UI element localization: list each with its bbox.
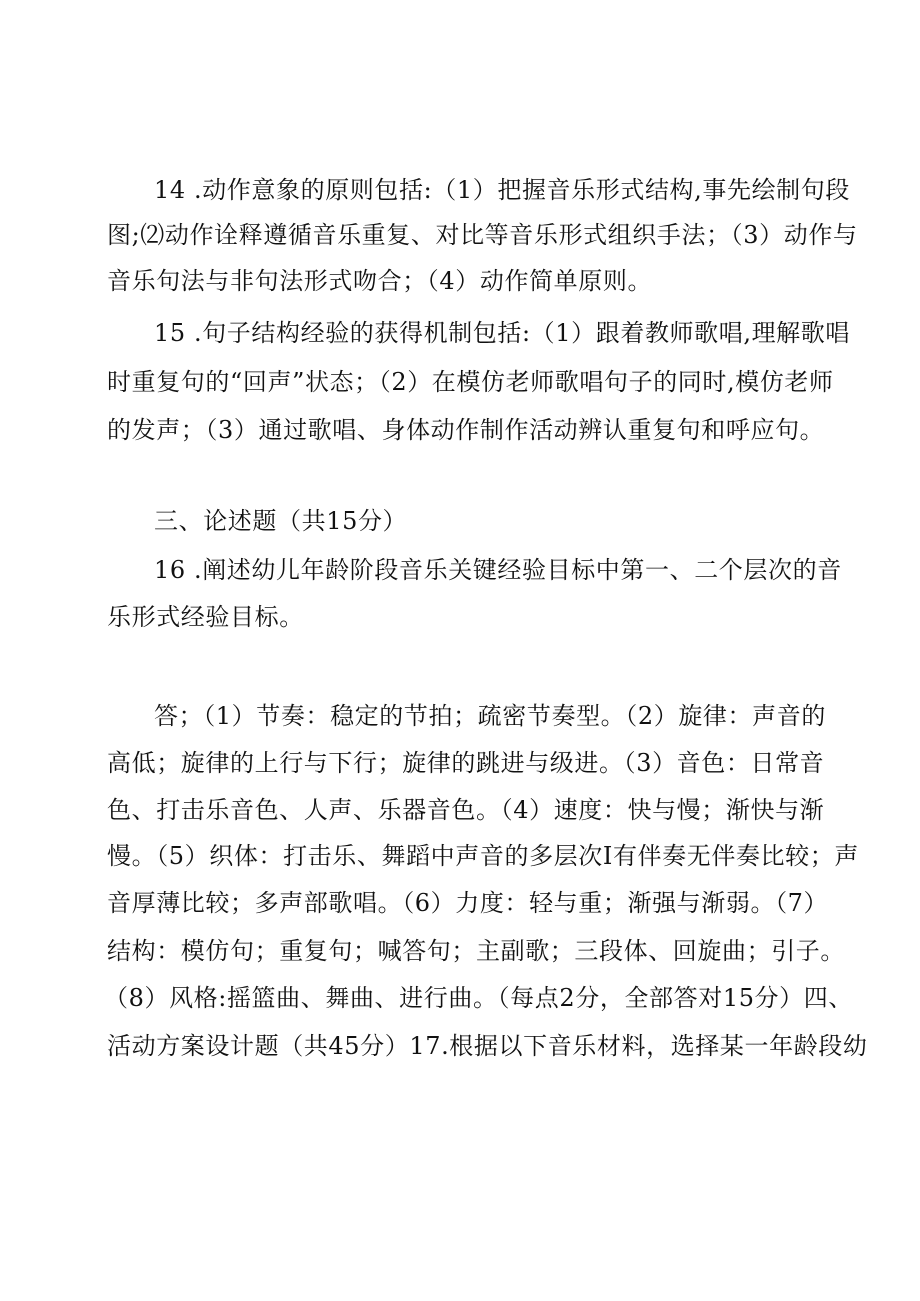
- item-14-line-1: 14 .动作意象的原则包括:（1）把握音乐形式结构,事先绘制句段: [154, 176, 850, 204]
- answer-line-5: 音厚薄比较；多声部歌唱。（6）力度：轻与重；渐强与渐弱。（7）: [107, 889, 829, 917]
- answer-line-2: 高低；旋律的上行与下行；旋律的跳进与级进。（3）音色：日常音: [107, 749, 825, 777]
- item-14-line-3: 音乐句法与非句法形式吻合；（4）动作简单原则。: [107, 267, 653, 295]
- item-15-line-1: 15 .句子结构经验的获得机制包括:（1）跟着教师歌唱,理解歌唱: [154, 319, 850, 347]
- answer-line-3: 色、打击乐音色、人声、乐器音色。（4）速度：快与慢；渐快与渐: [107, 796, 825, 824]
- answer-line-8: 活动方案设计题（共45分）17.根据以下音乐材料，选择某一年龄段幼: [107, 1032, 868, 1060]
- answer-line-4: 慢。（5）织体：打击乐、舞蹈中声音的多层次I有伴奏无伴奏比较；声: [107, 842, 859, 870]
- answer-line-1: 答；（1）节奏：稳定的节拍；疏密节奏型。（2）旋律：声音的: [154, 702, 826, 730]
- item-16-line-1: 16 .阐述幼儿年龄阶段音乐关键经验目标中第一、二个层次的音: [154, 556, 842, 584]
- item-15-line-3: 的发声；（3）通过歌唱、身体动作制作活动辨认重复句和呼应句。: [107, 416, 825, 444]
- answer-line-7: （8）风格:摇篮曲、舞曲、进行曲。（每点2分，全部答对15分）四、: [104, 984, 853, 1012]
- item-15-line-2: 时重复句的“回声”状态；（2）在模仿老师歌唱句子的同时,模仿老师: [107, 368, 834, 396]
- section-3-heading: 三、论述题（共15分）: [154, 507, 408, 535]
- answer-line-6: 结构：模仿句；重复句；喊答句；主副歌；三段体、回旋曲；引子。: [107, 937, 845, 965]
- item-14-line-2: 图;⑵动作诠释遵循音乐重复、对比等音乐形式组织手法；（3）动作与: [107, 221, 858, 249]
- item-16-line-2: 乐形式经验目标。: [107, 603, 304, 631]
